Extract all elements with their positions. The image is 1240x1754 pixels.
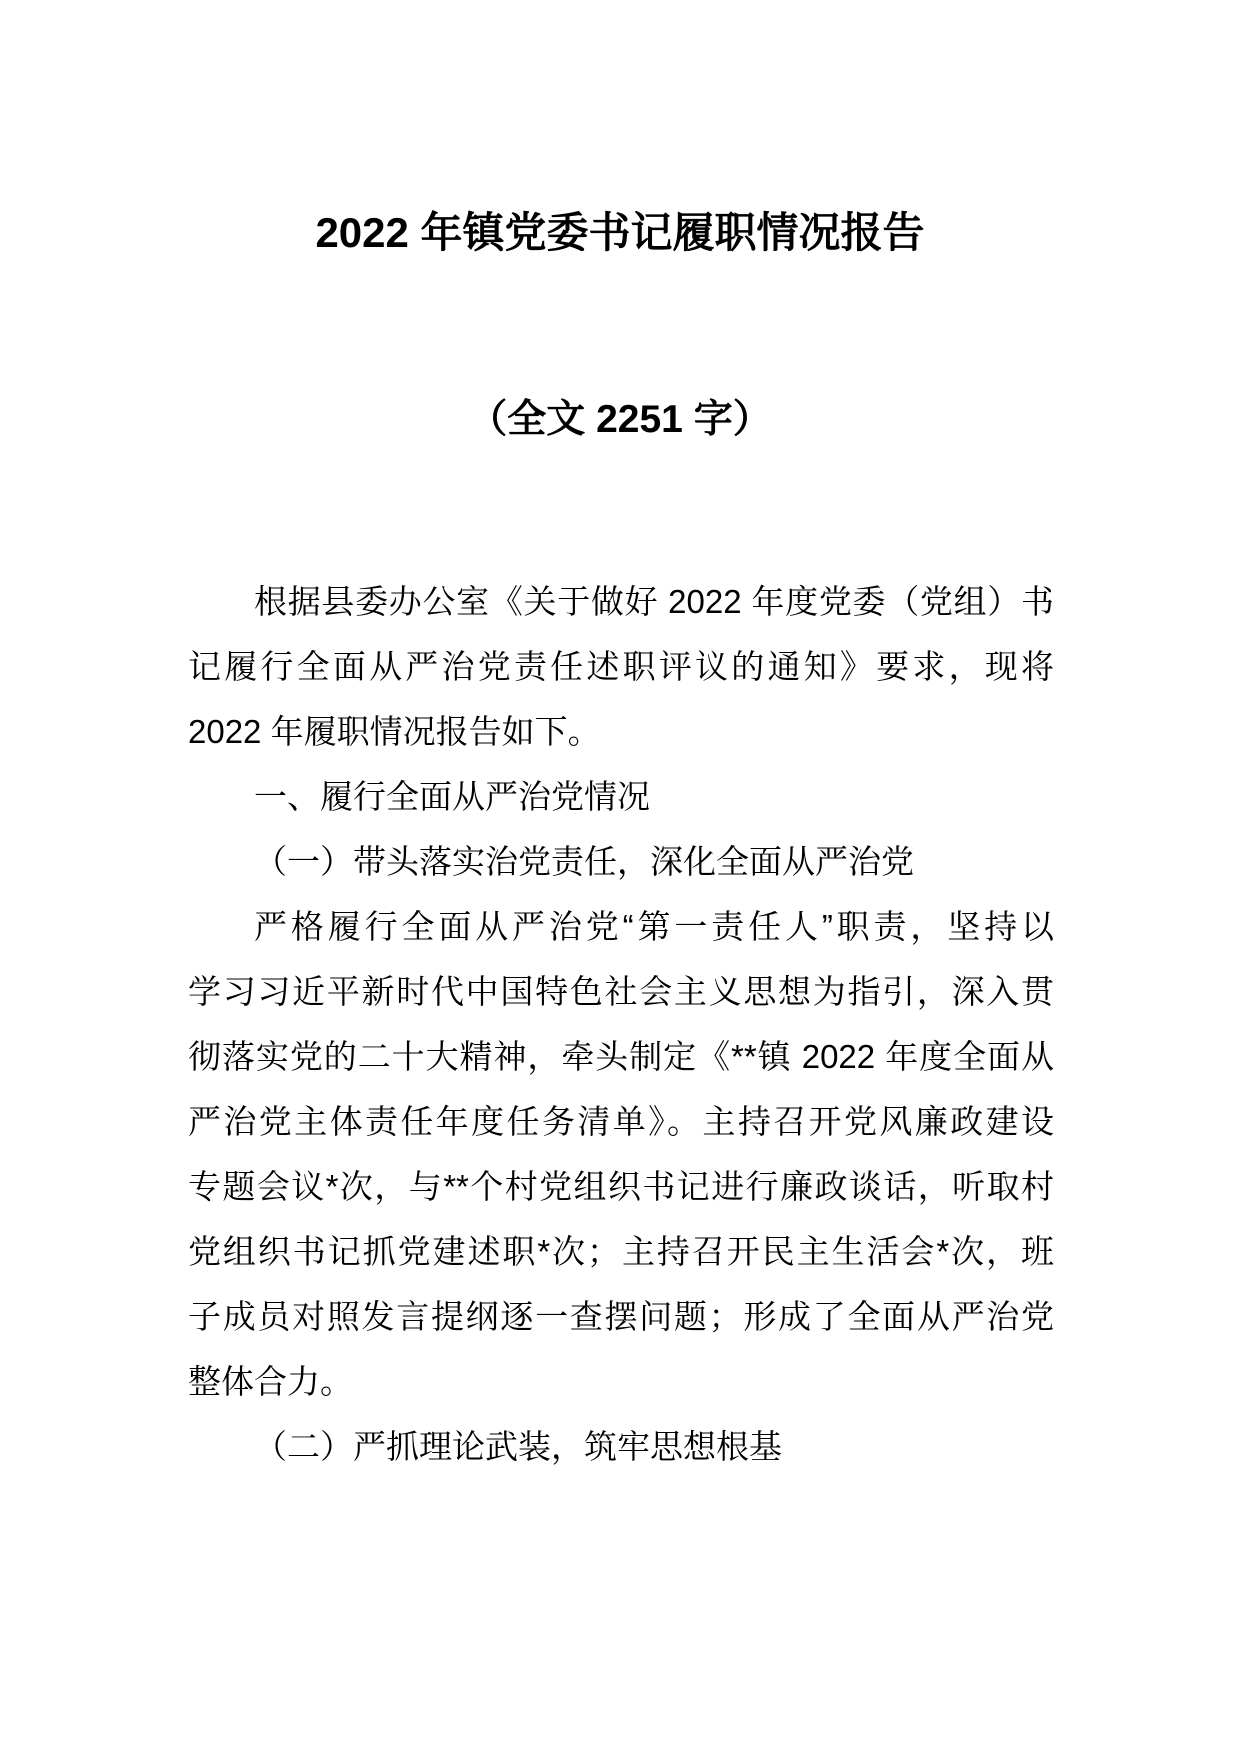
paragraph-line: 2022 年履职情况报告如下。	[188, 713, 601, 750]
intro-paragraph	[188, 569, 1054, 764]
document-body	[188, 569, 1054, 1479]
document-title: 2022 年镇党委书记履职情况报告	[315, 209, 925, 256]
subsection-heading: （一）带头落实治党责任，深化全面从严治党	[254, 843, 914, 880]
document-subtitle: （全文 2251 字）	[468, 398, 772, 441]
subsection-heading: （二）严抓理论武装，筑牢思想根基	[254, 1428, 782, 1465]
paragraph-line: 严格履行全面从严治党“第一责任人”职责，坚持以	[254, 908, 1054, 945]
paragraph-line: 子成员对照发言提纲逐一查摆问题；形成了全面从严治党	[188, 1298, 1054, 1335]
paragraph-line: 整体合力。	[188, 1363, 353, 1400]
paragraph-line: 严治党主体责任年度任务清单》。主持召开党风廉政建设	[188, 1103, 1054, 1140]
paragraph-line: 根据县委办公室《关于做好 2022 年度党委（党组）书	[254, 583, 1054, 620]
section-heading: 一、履行全面从严治党情况	[254, 778, 650, 815]
paragraph-line: 彻落实党的二十大精神，牵头制定《**镇 2022 年度全面从	[188, 1038, 1054, 1075]
paragraph-line: 学习习近平新时代中国特色社会主义思想为指引，深入贯	[188, 973, 1054, 1010]
paragraph-line: 记履行全面从严治党责任述职评议的通知》要求，现将	[188, 648, 1054, 685]
subsection-paragraph	[188, 894, 1054, 1414]
paragraph-line: 专题会议*次，与**个村党组织书记进行廉政谈话，听取村	[188, 1168, 1054, 1205]
paragraph-line: 党组织书记抓党建述职*次；主持召开民主生活会*次，班	[188, 1233, 1054, 1270]
